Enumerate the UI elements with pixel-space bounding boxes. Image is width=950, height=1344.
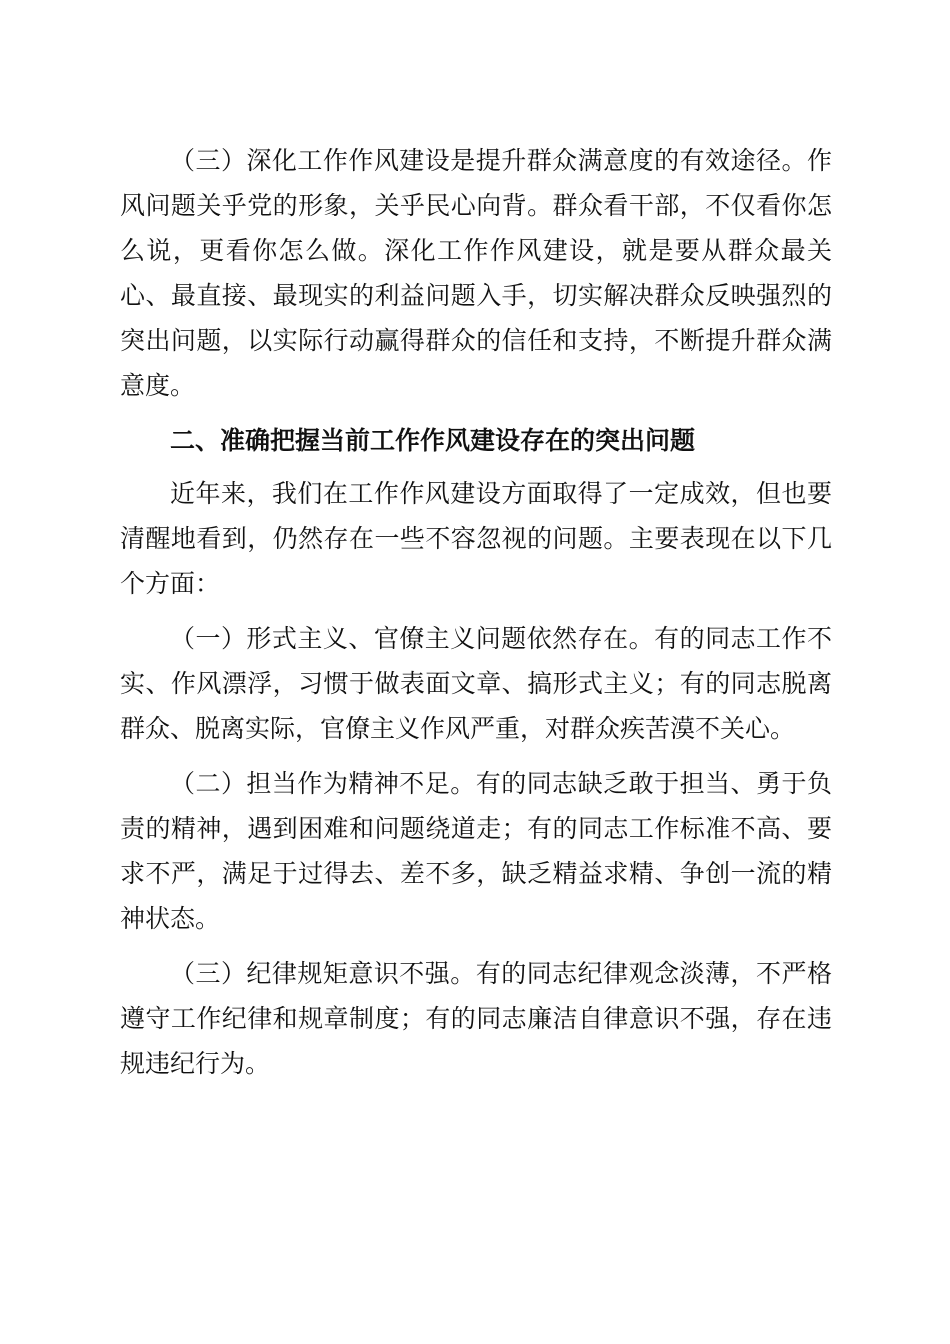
paragraph-body: 有的同志缺乏敢于担当、勇于负责的精神，遇到困难和问题绕道走；有的同志工作标准不高、要求不严，满足于过得去、差不多，缺乏精益求精、争创一流的精神状态。 xyxy=(120,769,832,933)
paragraph-lead: （一）形式主义、官僚主义问题依然存在。 xyxy=(170,624,655,653)
paragraph-lead: （二）担当作为精神不足。 xyxy=(170,769,476,798)
paragraph-body: 有的同志工作不实、作风漂浮，习惯于做表面文章、搞形式主义；有的同志脱离群众、脱离实际，官僚主义作风严重，对群众疾苦漠不关心。 xyxy=(120,624,832,743)
paragraph-issue-1 xyxy=(120,616,832,751)
paragraph-body: 有的同志纪律观念淡薄，不严格遵守工作纪律和规章制度；有的同志廉洁自律意识不强，存在违规违纪行为。 xyxy=(120,959,832,1078)
paragraph-intro: 近年来，我们在工作作风建设方面取得了一定成效，但也要清醒地看到，仍然存在一些不容忽视的问题。主要表现在以下几个方面： xyxy=(120,479,832,598)
paragraph-issue-2 xyxy=(120,761,832,941)
paragraph-issue-3 xyxy=(120,951,832,1086)
section-heading-2: 二、准确把握当前工作作风建设存在的突出问题 xyxy=(170,426,696,455)
document-page xyxy=(120,138,832,1086)
paragraph-lead: （三）深化工作作风建设是提升群众满意度的有效途径。 xyxy=(170,146,807,175)
paragraph-lead: （三）纪律规矩意识不强。 xyxy=(170,959,476,988)
paragraph-3-section-1 xyxy=(120,138,832,408)
paragraph-body: 作风问题关乎党的形象，关乎民心向背。群众看干部，不仅看你怎么说，更看你怎么做。深化工作作风建设，就是要从群众最关心、最直接、最现实的利益问题入手，切实解决群众反映强烈的突出问题，以实际行动赢得群众的信任和支持，不断提升群众满意度。 xyxy=(120,146,832,400)
